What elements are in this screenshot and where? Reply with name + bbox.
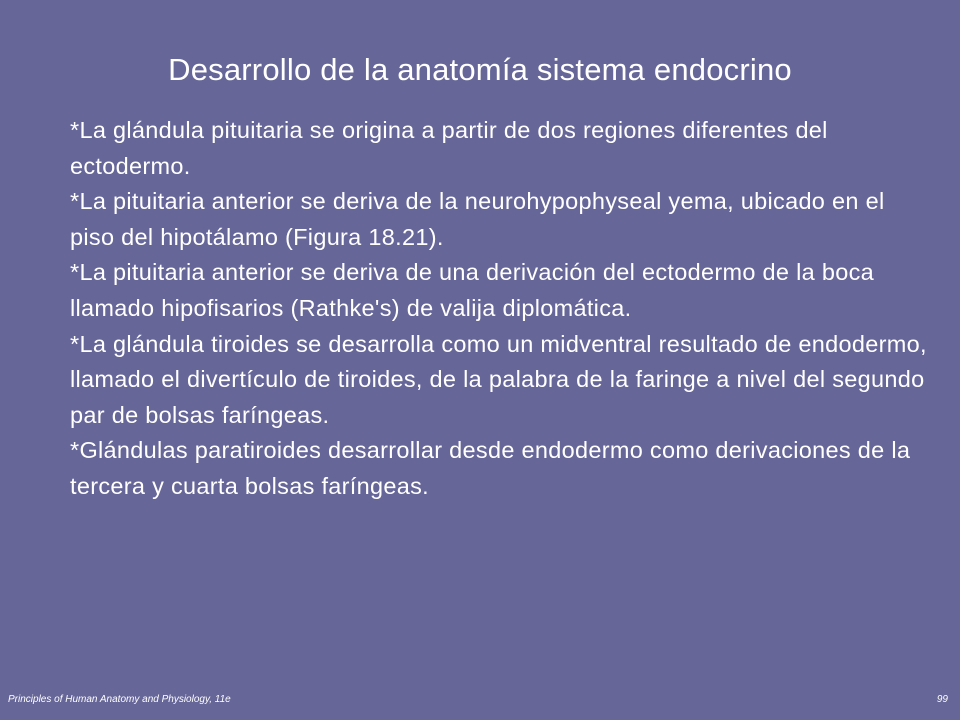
bullet-paragraph-2: *La pituitaria anterior se deriva de la neurohypophyseal yema, ubicado en el piso del hipotálamo (Figura 18.21).	[70, 188, 885, 250]
footer-text: Principles of Human Anatomy and Physiology, 11e	[8, 694, 231, 705]
page-number: 99	[936, 694, 948, 705]
bullet-paragraph-3: *La pituitaria anterior se deriva de una derivación del ectodermo de la boca llamado hipofisarios (Rathke's) de valija diplomática.	[70, 259, 875, 321]
slide-title: Desarrollo de la anatomía sistema endocrino	[168, 52, 792, 87]
bullet-paragraph-5: *Glándulas paratiroides desarrollar desde endodermo como derivaciones de la tercera y cuarta bolsas faríngeas.	[70, 437, 911, 499]
slide-body	[70, 113, 930, 505]
bullet-paragraph-1: *La glándula pituitaria se origina a partir de dos regiones diferentes del ectodermo.	[70, 117, 828, 179]
bullet-paragraph-4: *La glándula tiroides se desarrolla como un midventral resultado de endodermo, llamado el divertículo de tiroides, de la palabra de la faringe a nivel del segundo par de bolsas faríngeas.	[70, 330, 927, 428]
